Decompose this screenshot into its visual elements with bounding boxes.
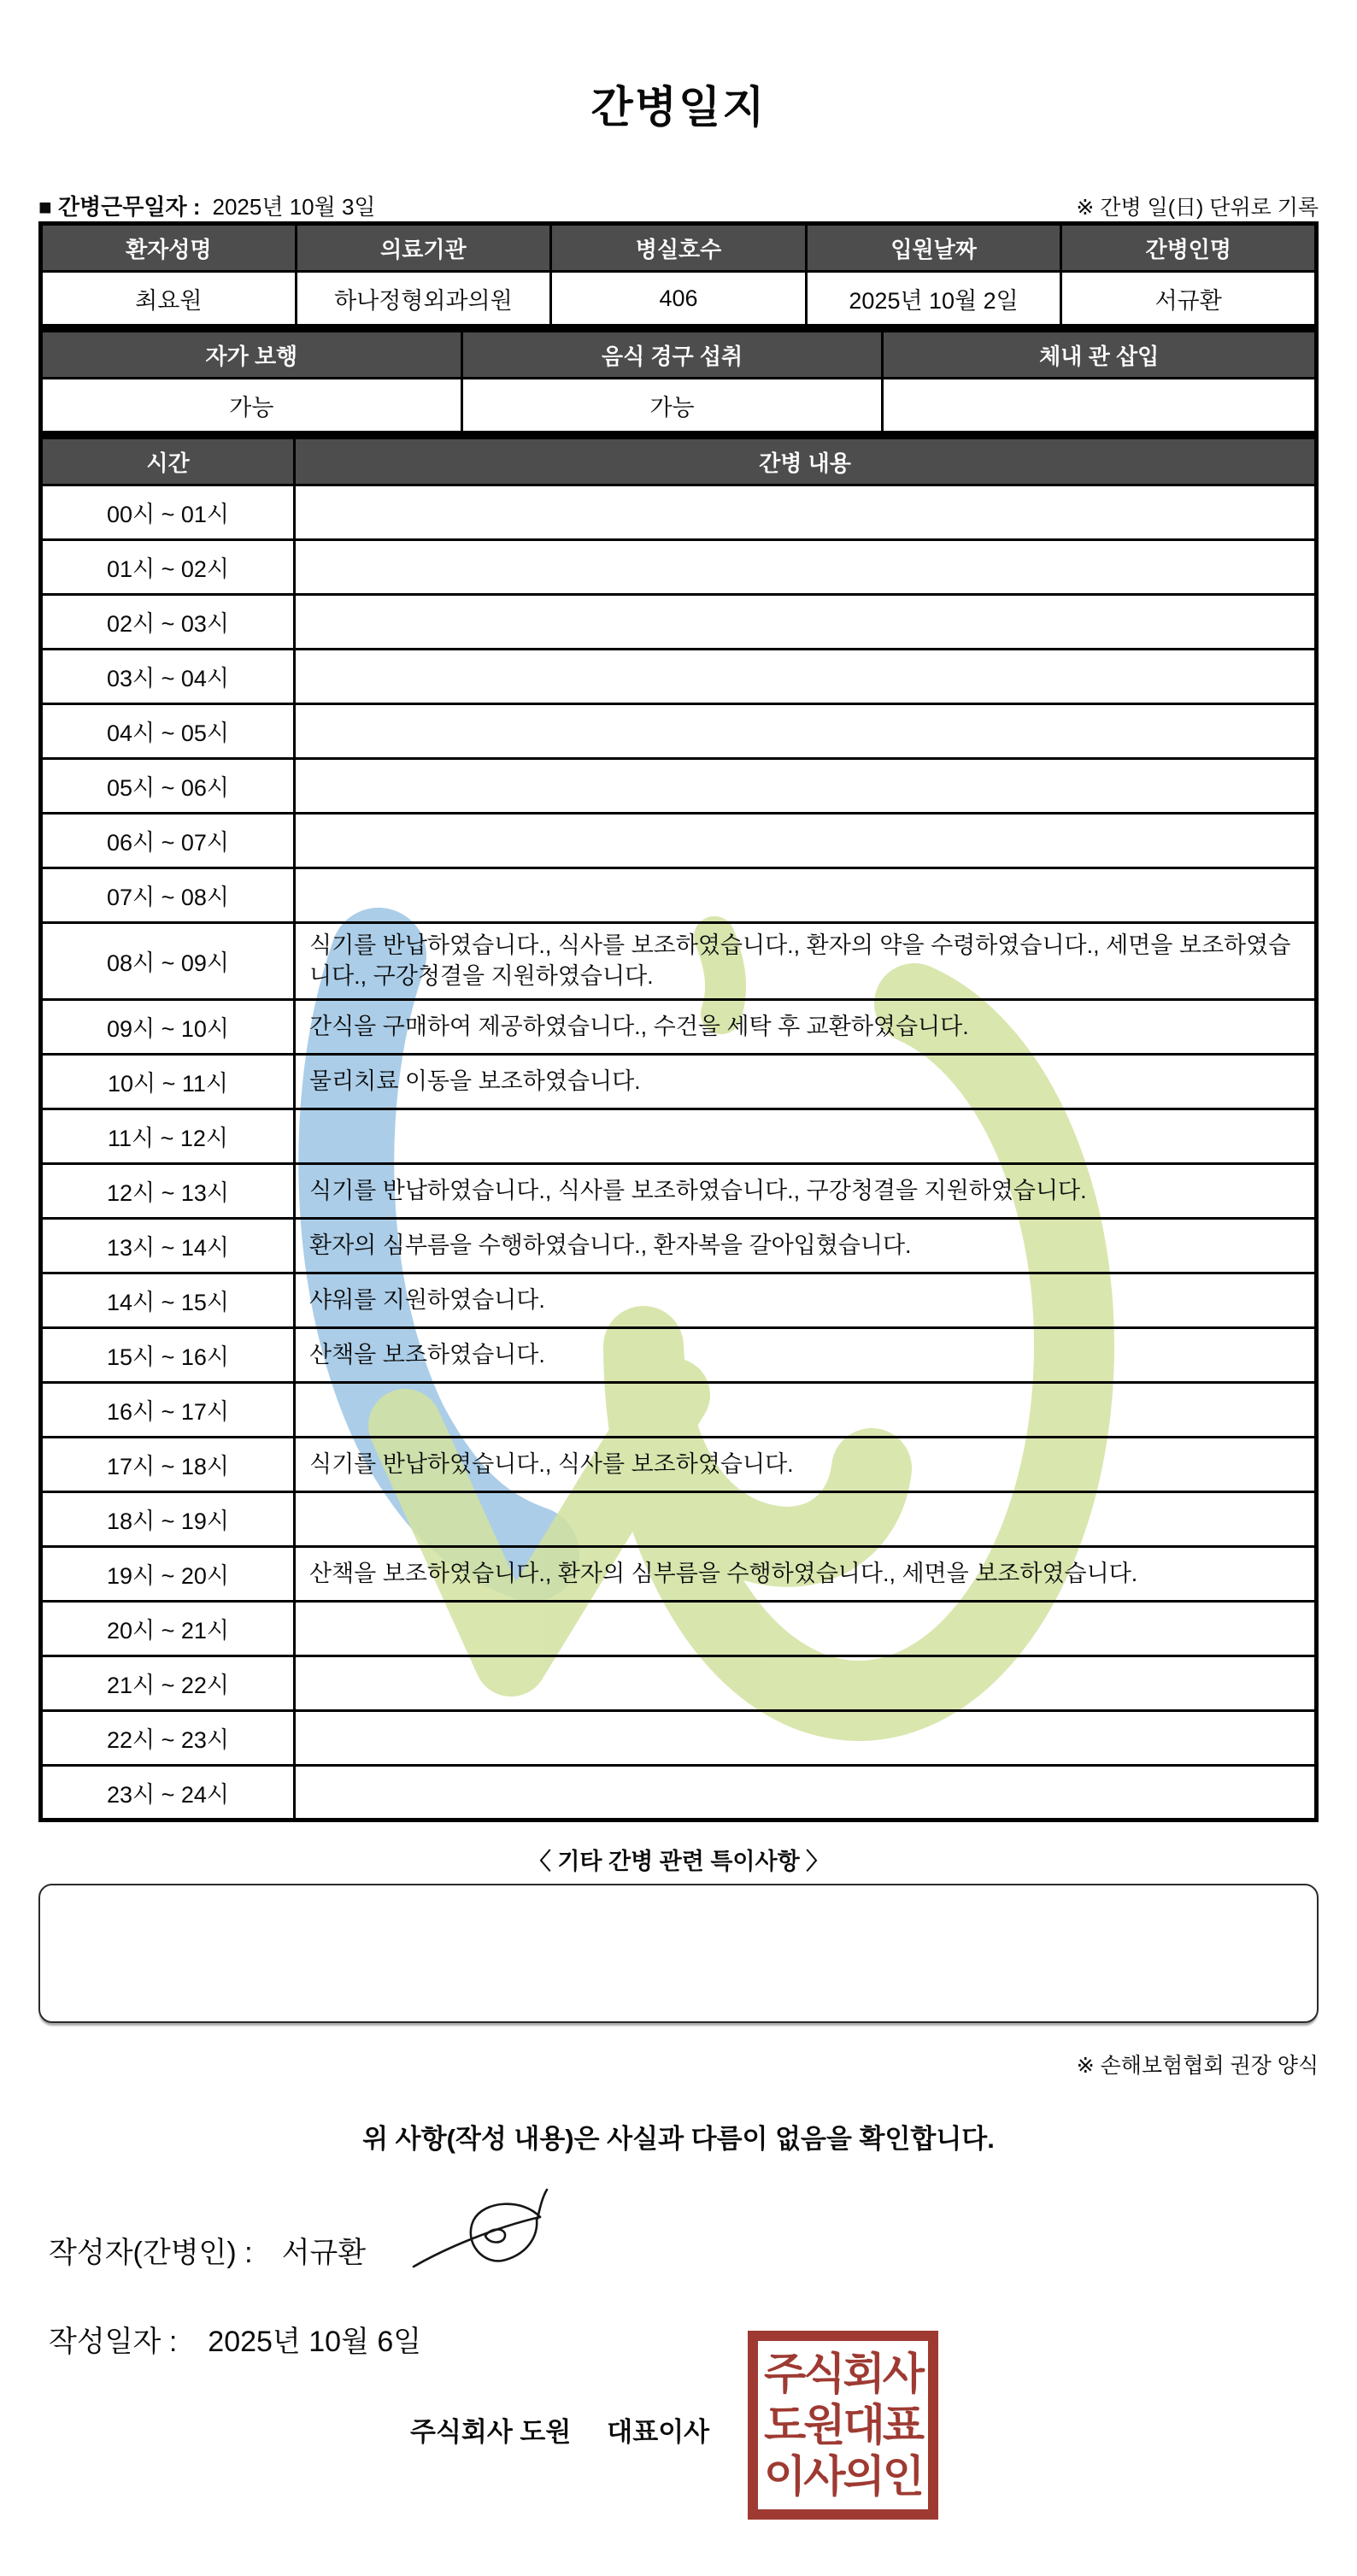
time-slot: 10시 ~ 11시 — [41, 1055, 295, 1109]
care-log-header-row — [41, 438, 1317, 485]
time-slot: 02시 ~ 03시 — [41, 595, 295, 650]
care-log-row — [41, 814, 1317, 868]
writer-row — [49, 2203, 1357, 2296]
corporate-seal-stamp — [748, 2331, 938, 2520]
header-patient-name: 환자성명 — [41, 224, 297, 272]
time-slot: 07시 ~ 08시 — [41, 868, 295, 923]
care-log-row — [41, 1219, 1317, 1273]
caregiver-name: 서규환 — [1061, 272, 1317, 326]
care-log-row — [41, 759, 1317, 814]
time-slot: 01시 ~ 02시 — [41, 540, 295, 595]
care-log-row — [41, 1164, 1317, 1219]
special-notes-box — [38, 1884, 1319, 2023]
care-content — [295, 650, 1317, 704]
time-slot: 14시 ~ 15시 — [41, 1273, 295, 1328]
caregiver-signature — [410, 2188, 555, 2280]
time-slot: 00시 ~ 01시 — [41, 485, 295, 540]
care-content: 산책을 보조하였습니다. — [295, 1328, 1317, 1383]
time-slot: 09시 ~ 10시 — [41, 1000, 295, 1055]
header-medical-institution: 의료기관 — [296, 224, 551, 272]
care-log-row — [41, 1602, 1317, 1656]
work-date-line — [38, 190, 376, 221]
care-content: 산책을 보조하였습니다., 환자의 심부름을 수행하였습니다., 세면을 보조하였습니다. — [295, 1547, 1317, 1602]
patient-info-table — [38, 221, 1319, 328]
care-log-row — [41, 868, 1317, 923]
care-log-row — [41, 485, 1317, 540]
care-content — [295, 868, 1317, 923]
writer-label: 작성자(간병인) : — [49, 2236, 253, 2269]
stamp-line-3: 이사의인 — [763, 2451, 923, 2501]
write-date-value: 2025년 10월 6일 — [208, 2326, 422, 2359]
daily-unit-note: ※ 간병 일(日) 단위로 기록 — [1076, 196, 1319, 220]
care-log-row — [41, 1055, 1317, 1109]
header-caregiver-name: 간병인명 — [1061, 224, 1317, 272]
time-slot: 17시 ~ 18시 — [41, 1438, 295, 1492]
self-walking-value: 가능 — [41, 379, 462, 433]
care-log-row — [41, 923, 1317, 1000]
write-date-row — [49, 2318, 1357, 2360]
time-slot: 04시 ~ 05시 — [41, 704, 295, 759]
care-content: 식기를 반납하였습니다., 식사를 보조하였습니다. — [295, 1438, 1317, 1492]
care-log-row — [41, 1109, 1317, 1164]
room-number: 406 — [551, 272, 807, 326]
special-notes-label: 〈 기타 간병 관련 특이사항 〉 — [527, 1849, 830, 1875]
company-line — [410, 2410, 709, 2449]
care-log-row — [41, 1273, 1317, 1328]
status-header-row — [41, 331, 1317, 379]
care-log-row — [41, 1711, 1317, 1766]
recommended-form-note: ※ 손해보험협회 권장 양식 — [1076, 2054, 1319, 2079]
header-oral-intake: 음식 경구 섭취 — [461, 331, 883, 379]
care-log-row — [41, 1000, 1317, 1055]
care-content: 식기를 반납하였습니다., 식사를 보조하였습니다., 구강청결을 지원하였습니다. — [295, 1164, 1317, 1219]
patient-name: 최요원 — [41, 272, 297, 326]
header-room-number: 병실호수 — [551, 224, 807, 272]
care-log-row — [41, 704, 1317, 759]
care-content: 식기를 반납하였습니다., 식사를 보조하였습니다., 환자의 약을 수령하였습니다., 세면을 보조하였습니다., 구강청결을 지원하였습니다. — [295, 923, 1317, 1000]
time-slot: 21시 ~ 22시 — [41, 1656, 295, 1711]
work-date-label: ■ 간병근무일자 : — [38, 194, 201, 220]
care-content — [295, 540, 1317, 595]
care-content: 샤워를 지원하였습니다. — [295, 1273, 1317, 1328]
care-content — [295, 1766, 1317, 1820]
care-content — [295, 1492, 1317, 1547]
care-content — [295, 759, 1317, 814]
header-tube-insertion: 체내 관 삽입 — [883, 331, 1317, 379]
time-slot: 16시 ~ 17시 — [41, 1383, 295, 1438]
write-date-label: 작성일자 : — [49, 2326, 178, 2359]
time-slot: 18시 ~ 19시 — [41, 1492, 295, 1547]
care-log-row — [41, 1492, 1317, 1547]
header-time: 시간 — [41, 438, 295, 485]
header-self-walking: 자가 보행 — [41, 331, 462, 379]
writer-name: 서규환 — [281, 2236, 367, 2269]
care-content — [295, 1711, 1317, 1766]
time-slot: 05시 ~ 06시 — [41, 759, 295, 814]
header-admission-date: 입원날짜 — [806, 224, 1061, 272]
page-title: 간병일지 — [590, 83, 767, 132]
care-content — [295, 1602, 1317, 1656]
care-content: 간식을 구매하여 제공하였습니다., 수건을 세탁 후 교환하였습니다. — [295, 1000, 1317, 1055]
work-date-value: 2025년 10월 3일 — [212, 194, 376, 220]
time-slot: 03시 ~ 04시 — [41, 650, 295, 704]
care-log-row — [41, 540, 1317, 595]
care-log-row — [41, 1547, 1317, 1602]
time-slot: 08시 ~ 09시 — [41, 923, 295, 1000]
patient-info-header-row — [41, 224, 1317, 272]
admission-date: 2025년 10월 2일 — [806, 272, 1061, 326]
tube-insertion-value — [883, 379, 1317, 433]
patient-info-value-row — [41, 272, 1317, 326]
meta-row — [38, 190, 1319, 221]
care-log-row — [41, 595, 1317, 650]
care-content — [295, 485, 1317, 540]
oral-intake-value: 가능 — [461, 379, 883, 433]
time-slot: 15시 ~ 16시 — [41, 1328, 295, 1383]
care-content — [295, 1656, 1317, 1711]
patient-status-table — [38, 328, 1319, 435]
time-slot: 22시 ~ 23시 — [41, 1711, 295, 1766]
care-log-row — [41, 1656, 1317, 1711]
time-slot: 12시 ~ 13시 — [41, 1164, 295, 1219]
medical-institution: 하나정형외과의원 — [296, 272, 551, 326]
confirmation-statement: 위 사항(작성 내용)은 사실과 다름이 없음을 확인합니다. — [362, 2124, 995, 2155]
care-log-row — [41, 650, 1317, 704]
care-content — [295, 814, 1317, 868]
time-slot: 20시 ~ 21시 — [41, 1602, 295, 1656]
status-value-row — [41, 379, 1317, 433]
time-slot: 11시 ~ 12시 — [41, 1109, 295, 1164]
time-slot: 19시 ~ 20시 — [41, 1547, 295, 1602]
care-content: 환자의 심부름을 수행하였습니다., 환자복을 갈아입혔습니다. — [295, 1219, 1317, 1273]
care-content — [295, 595, 1317, 650]
time-slot: 13시 ~ 14시 — [41, 1219, 295, 1273]
care-content — [295, 1383, 1317, 1438]
ceo-title: 대표이사 — [607, 2417, 710, 2447]
care-log-row — [41, 1328, 1317, 1383]
care-log-table — [38, 435, 1319, 1822]
time-slot: 06시 ~ 07시 — [41, 814, 295, 868]
stamp-line-1: 주식회사 — [763, 2349, 923, 2398]
care-log-row — [41, 1438, 1317, 1492]
care-content — [295, 704, 1317, 759]
care-log-row — [41, 1766, 1317, 1820]
time-slot: 23시 ~ 24시 — [41, 1766, 295, 1820]
care-content: 물리치료 이동을 보조하였습니다. — [295, 1055, 1317, 1109]
header-care-content: 간병 내용 — [295, 438, 1317, 485]
care-log-row — [41, 1383, 1317, 1438]
care-content — [295, 1109, 1317, 1164]
company-name: 주식회사 도원 — [410, 2417, 572, 2447]
stamp-line-2: 도원대표 — [763, 2400, 923, 2450]
